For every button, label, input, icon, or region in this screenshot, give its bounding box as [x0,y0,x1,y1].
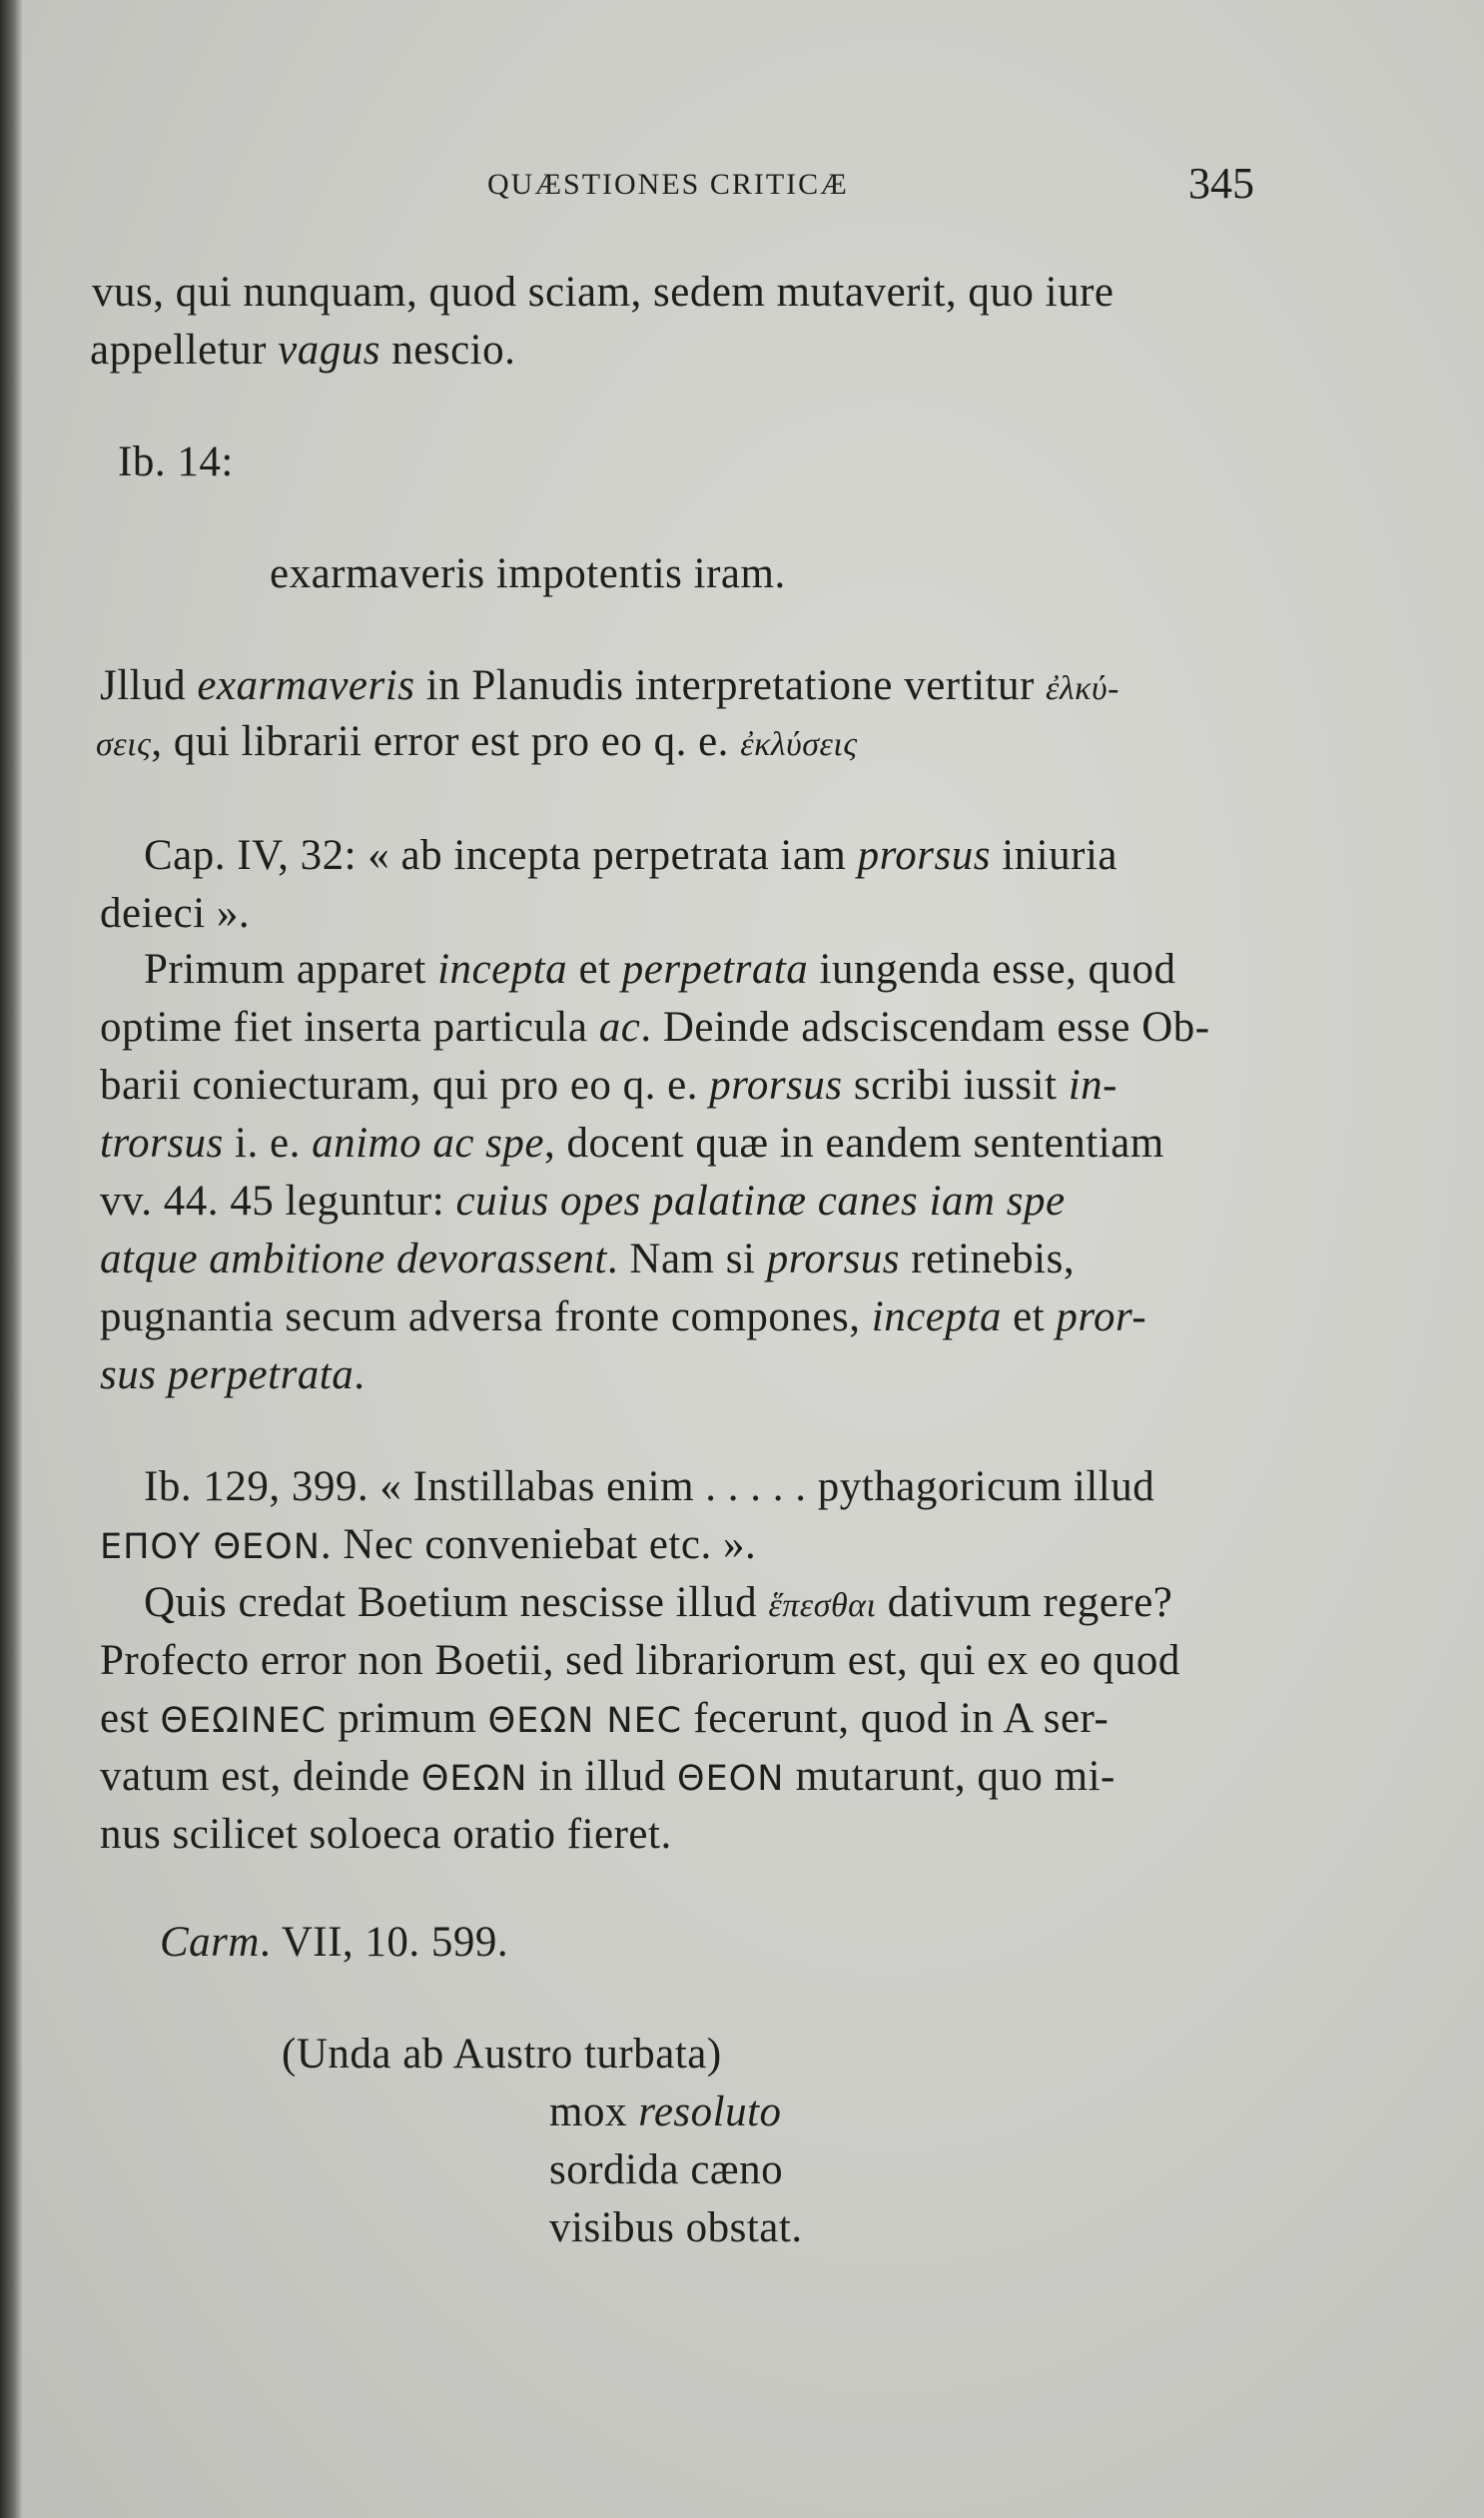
page-number: 345 [1188,159,1254,208]
text-line: deieci ». [100,890,251,937]
text-line: atque ambitione devorassent. Nam si prorsus retinebis, [100,1236,1076,1282]
verse-line: (Unda ab Austro turbata) [282,2031,722,2078]
text-line: sus perpetrata. [100,1351,366,1398]
running-title: QUÆSTIONES CRITICÆ [487,168,849,201]
text-line: Profecto error non Boetii, sed librariorum est, qui ex eo quod [100,1637,1180,1684]
text-line: ΕΠΟΥ ΘΕΟΝ. Nec conveniebat etc. ». [100,1521,757,1568]
text-line: trorsus i. e. animo ac spe, docent quæ in eandem sententiam [100,1120,1164,1167]
text-line: σεις, qui librarii error est pro eo q. e. ἐκλύσεις [96,718,858,765]
quotation-line: exarmaveris impotentis iram. [270,550,786,597]
text-line: Primum apparet incepta et perpetrata iungenda esse, quod [144,946,1176,993]
verse-line: mox resoluto [549,2089,782,2135]
text-line: barii coniecturam, qui pro eo q. e. prorsus scribi iussit in- [100,1062,1117,1109]
text-line: pugnantia secum adversa fronte compones, incepta et pror- [100,1293,1147,1340]
text-line: appelletur vagus nescio. [90,327,516,374]
text-line: Jllud exarmaveris in Planudis interpretatione vertitur ἐλκύ- [100,662,1119,709]
section-reference: Ib. 129, 399. « Instillabas enim . . . . . pythagoricum illud [144,1463,1155,1510]
text-line: vv. 44. 45 leguntur: cuius opes palatinæ canes iam spe [100,1178,1066,1225]
text-line: est ΘΕΩΙΝΕC primum ΘΕΩΝ ΝΕC fecerunt, quod in A ser- [100,1695,1110,1742]
section-reference: Carm. VII, 10. 599. [160,1919,509,1966]
text-line: Quis credat Boetium nescisse illud ἕπεσθαι dativum regere? [144,1579,1173,1626]
text-line: optime fiet inserta particula ac. Deinde adsciscendam esse Ob- [100,1004,1210,1051]
section-reference: Cap. IV, 32: « ab incepta perpetrata iam prorsus iniuria [144,832,1117,879]
verse-line: sordida cæno [549,2146,784,2193]
text-line: vus, qui nunquam, quod sciam, sedem mutaverit, quo iure [92,269,1114,316]
text-line: vatum est, deinde ΘΕΩΝ in illud ΘΕΟΝ mutarunt, quo mi- [100,1753,1115,1800]
book-binding-shadow [0,0,22,2518]
section-reference: Ib. 14: [118,438,234,485]
verse-line: visibus obstat. [549,2204,803,2251]
text-line: nus scilicet soloeca oratio fieret. [100,1811,672,1858]
